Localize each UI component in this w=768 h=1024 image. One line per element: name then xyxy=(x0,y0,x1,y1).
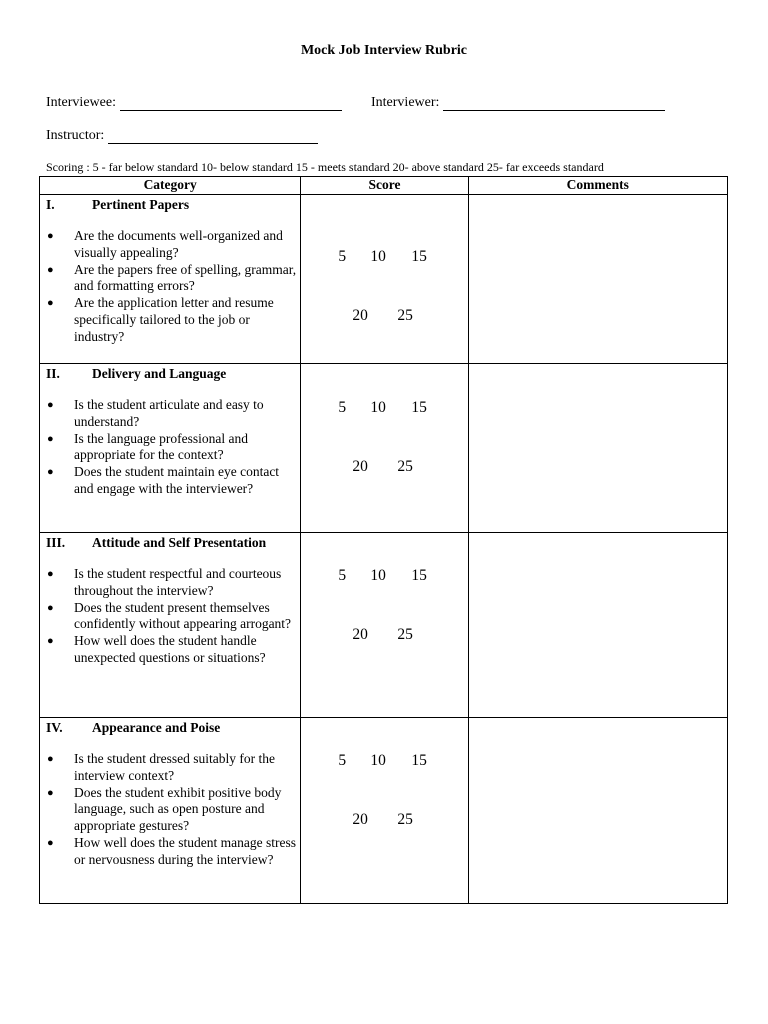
comments-cell[interactable] xyxy=(468,195,727,364)
list-item: ● Are the documents well-organized and visually appealing? xyxy=(47,228,283,260)
question-list xyxy=(40,751,300,869)
table-row xyxy=(40,364,728,533)
list-item: ● Does the student maintain eye contact and engage with the interviewer? xyxy=(47,464,280,496)
bullet-icon: ● xyxy=(47,568,54,580)
bullet-icon: ● xyxy=(47,786,54,799)
category-heading xyxy=(40,718,300,737)
table-row xyxy=(40,533,728,718)
bullet-icon: ● xyxy=(47,836,54,849)
table-header-row xyxy=(40,177,728,195)
score-cell xyxy=(301,718,468,904)
page-title: Mock Job Interview Rubric xyxy=(300,43,468,58)
header-score: Score xyxy=(301,177,468,195)
category-number: IV. xyxy=(46,720,63,735)
interviewee-field xyxy=(46,95,342,111)
instructor-label: Instructor: xyxy=(46,128,105,143)
list-item: ● Are the application letter and resume specifically tailored to the job or industry? xyxy=(47,295,274,344)
rubric-table xyxy=(39,176,728,904)
interviewer-label: Interviewer: xyxy=(371,95,440,110)
comments-cell[interactable] xyxy=(468,364,727,533)
category-heading xyxy=(40,533,300,552)
score-option[interactable]: 5 xyxy=(338,248,347,265)
category-name: Attitude and Self Presentation xyxy=(92,535,267,550)
list-item: ● Does the student present themselves confidently without appearing arrogant? xyxy=(47,599,292,632)
list-item: ● Is the student respectful and courteous throughout the interview? xyxy=(47,566,282,598)
instructor-field xyxy=(46,128,318,144)
score-option[interactable]: 15 xyxy=(411,752,427,769)
list-item: ● How well does the student handle unexpected questions or situations? xyxy=(47,633,266,665)
score-option[interactable]: 20 xyxy=(352,307,368,324)
scoring-legend: Scoring : 5 - far below standard 10- below standard 15 - meets standard 20- above standard 25- far exceeds standard xyxy=(46,160,604,174)
list-item: ● Does the student exhibit positive body language, such as open posture and appropriate gestures? xyxy=(47,784,282,834)
category-number: II. xyxy=(46,366,60,381)
category-cell xyxy=(40,364,301,533)
bullet-icon: ● xyxy=(47,601,54,614)
score-option[interactable]: 10 xyxy=(370,399,386,416)
score-option[interactable]: 10 xyxy=(370,752,386,769)
bullet-icon: ● xyxy=(47,432,54,445)
category-cell xyxy=(40,718,301,904)
score-option[interactable]: 20 xyxy=(352,626,368,643)
category-cell xyxy=(40,533,301,718)
interviewer-field xyxy=(371,95,665,111)
category-number: III. xyxy=(46,535,66,550)
interviewee-label: Interviewee: xyxy=(46,95,116,110)
category-number: I. xyxy=(46,197,55,212)
comments-cell[interactable] xyxy=(468,718,727,904)
comments-cell[interactable] xyxy=(468,533,727,718)
list-item: ● Is the student articulate and easy to understand? xyxy=(47,397,264,429)
score-option[interactable]: 10 xyxy=(370,567,386,584)
score-option[interactable]: 20 xyxy=(352,458,368,475)
list-item: ● Is the language professional and appropriate for the context? xyxy=(47,430,248,463)
list-item: ● How well does the student manage stress or nervousness during the interview? xyxy=(47,834,296,867)
score-cell xyxy=(301,364,468,533)
bullet-icon: ● xyxy=(47,230,54,242)
category-heading xyxy=(40,364,300,383)
question-list xyxy=(40,228,300,346)
score-option[interactable]: 25 xyxy=(397,811,413,828)
category-name: Appearance and Poise xyxy=(92,720,221,735)
score-option[interactable]: 15 xyxy=(411,399,427,416)
score-option[interactable]: 25 xyxy=(397,307,413,324)
category-cell xyxy=(40,195,301,364)
table-row xyxy=(40,195,728,364)
bullet-icon: ● xyxy=(47,466,54,479)
interviewee-blank[interactable] xyxy=(120,96,342,111)
table-row xyxy=(40,718,728,904)
score-cell xyxy=(301,533,468,718)
header-comments: Comments xyxy=(468,177,727,195)
score-option[interactable]: 25 xyxy=(397,458,413,475)
category-name: Pertinent Papers xyxy=(92,197,190,212)
bullet-icon: ● xyxy=(47,753,54,765)
score-option[interactable]: 15 xyxy=(411,248,427,265)
bullet-icon: ● xyxy=(47,399,54,411)
header-category: Category xyxy=(40,177,301,195)
list-item: ● Are the papers free of spelling, grammar, and formatting errors? xyxy=(47,261,297,294)
question-list xyxy=(40,397,300,498)
bullet-icon: ● xyxy=(47,263,54,276)
score-cell xyxy=(301,195,468,364)
interviewer-blank[interactable] xyxy=(443,96,665,111)
instructor-blank[interactable] xyxy=(108,129,318,144)
list-item: ● Is the student dressed suitably for the interview context? xyxy=(47,751,275,783)
score-option[interactable]: 5 xyxy=(338,399,347,416)
score-option[interactable]: 15 xyxy=(411,567,427,584)
score-option[interactable]: 25 xyxy=(397,626,413,643)
question-list xyxy=(40,566,300,667)
score-option[interactable]: 5 xyxy=(338,567,347,584)
category-name: Delivery and Language xyxy=(92,366,227,381)
bullet-icon: ● xyxy=(47,297,54,310)
score-option[interactable]: 20 xyxy=(352,811,368,828)
score-option[interactable]: 10 xyxy=(370,248,386,265)
bullet-icon: ● xyxy=(47,635,54,648)
category-heading xyxy=(40,195,300,214)
score-option[interactable]: 5 xyxy=(338,752,347,769)
